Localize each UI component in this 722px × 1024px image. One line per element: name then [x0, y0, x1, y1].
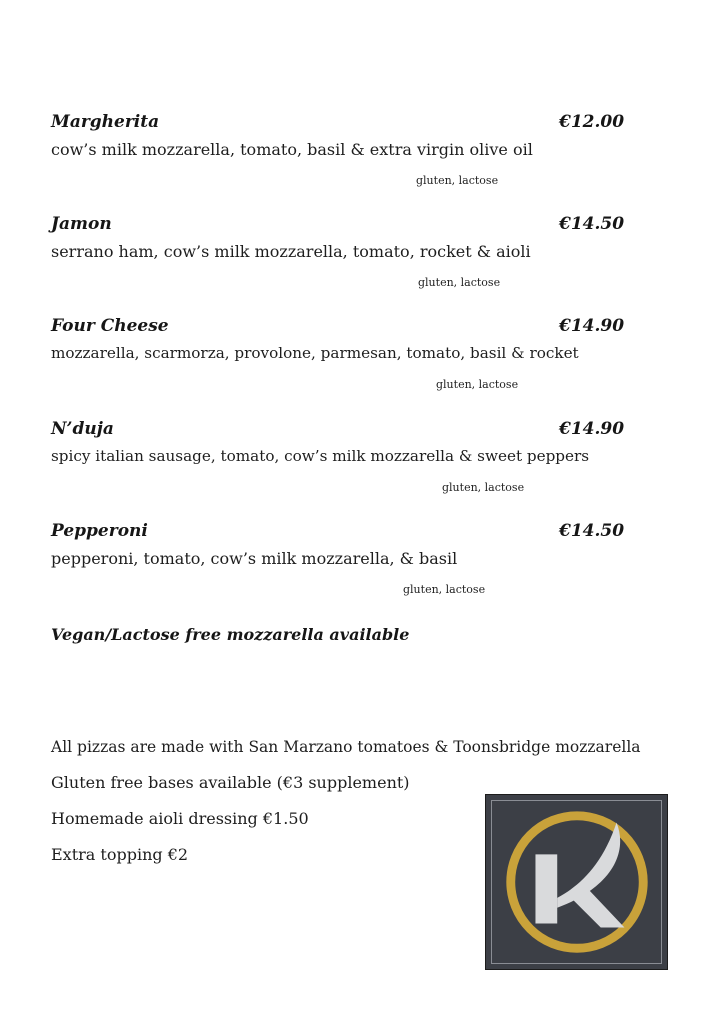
- menu-item-header: [51, 316, 651, 342]
- menu-item-name: Four Cheese: [51, 316, 169, 336]
- menu-item-name: N’duja: [51, 419, 114, 439]
- menu-item-description: pepperoni, tomato, cow’s milk mozzarella, & basil: [51, 549, 458, 568]
- menu-item-header: [51, 214, 651, 240]
- menu-item-description: mozzarella, scarmorza, provolone, parmesan, tomato, basil & rocket: [51, 344, 579, 362]
- menu-item-name: Jamon: [51, 214, 112, 234]
- k-monogram-icon: [486, 795, 667, 969]
- logo-letter-leg: [571, 890, 624, 928]
- logo-letter-stem: [535, 854, 557, 923]
- menu-item-header: [51, 419, 651, 445]
- vegan-note: Vegan/Lactose free mozzarella available: [51, 625, 410, 644]
- menu-item-price: €14.90: [559, 316, 625, 336]
- footer-note: Gluten free bases available (€3 supplement): [51, 773, 410, 792]
- menu-item-four-cheese: [51, 316, 651, 391]
- menu-item-allergens: gluten, lactose: [416, 174, 499, 187]
- menu-item-price: €14.50: [559, 521, 625, 541]
- menu-item-name: Pepperoni: [51, 521, 148, 541]
- menu-item-pepperoni: [51, 521, 651, 596]
- menu-item-price: €12.00: [559, 112, 625, 132]
- menu-item-jamon: [51, 214, 651, 289]
- menu-item-allergens: gluten, lactose: [403, 583, 486, 596]
- menu-item-description: serrano ham, cow’s milk mozzarella, tomato, rocket & aioli: [51, 242, 531, 261]
- menu-item-allergens: gluten, lactose: [418, 276, 501, 289]
- menu-item-header: [51, 521, 651, 547]
- k-monogram-logo: [485, 794, 668, 970]
- menu-item-description: cow’s milk mozzarella, tomato, basil & extra virgin olive oil: [51, 140, 533, 159]
- menu-item-allergens: gluten, lactose: [442, 481, 525, 494]
- menu-item-header: [51, 112, 651, 138]
- menu-item-price: €14.50: [559, 214, 625, 234]
- logo-ring: [511, 816, 643, 948]
- menu-item-description: spicy italian sausage, tomato, cow’s milk mozzarella & sweet peppers: [51, 447, 590, 465]
- footer-note: Extra topping €2: [51, 845, 189, 864]
- menu-item-allergens: gluten, lactose: [436, 378, 519, 391]
- footer-note: All pizzas are made with San Marzano tomatoes & Toonsbridge mozzarella: [51, 738, 641, 756]
- menu-item-nduja: [51, 419, 651, 494]
- menu-item-price: €14.90: [559, 419, 625, 439]
- footer-note: Homemade aioli dressing €1.50: [51, 809, 309, 828]
- menu-item-margherita: [51, 112, 651, 187]
- menu-item-name: Margherita: [51, 112, 160, 132]
